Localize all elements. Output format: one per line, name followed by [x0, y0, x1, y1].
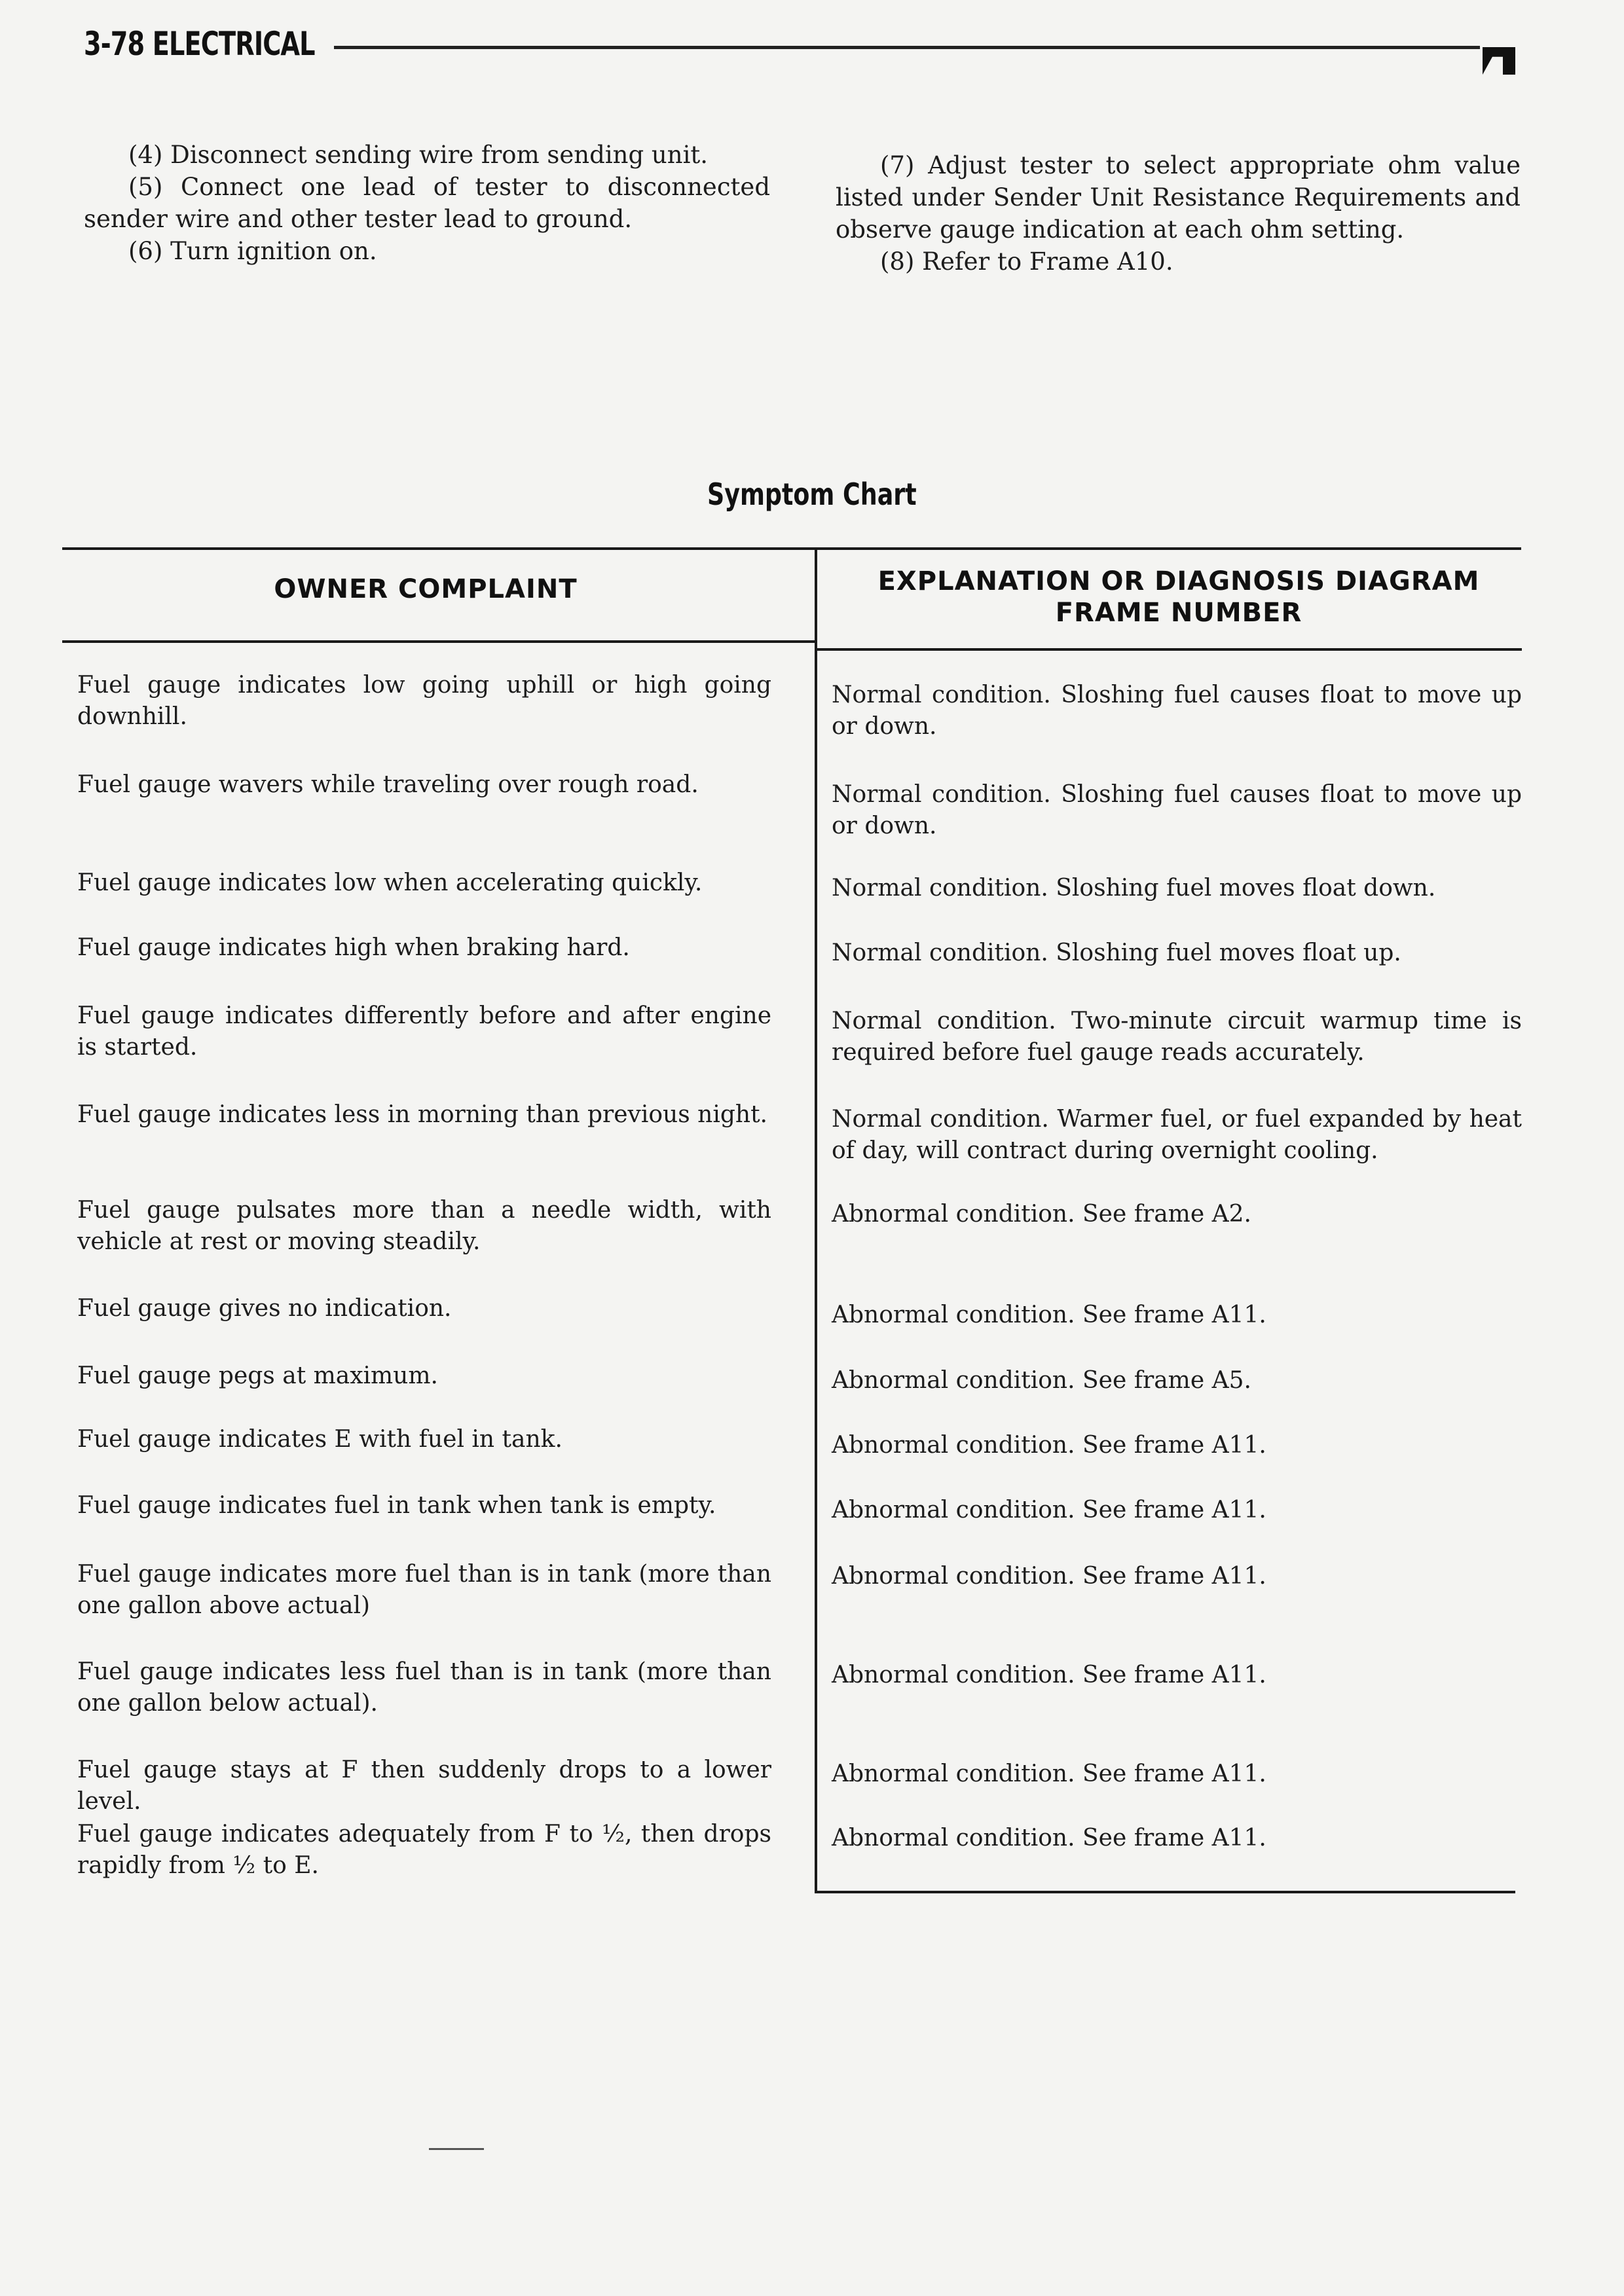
table-top-rule [62, 547, 1521, 550]
explanation-cell: Normal condition. Two-minute circuit warmup time is required before fuel gauge reads accurately. [832, 1008, 1522, 1066]
footer-mark [429, 2148, 484, 2150]
complaint-cell: Fuel gauge indicates less fuel than is in tank (more than one gallon below actual). [77, 1658, 771, 1717]
complaint-cell: Fuel gauge wavers while traveling over rough road. [77, 771, 699, 798]
complaint-cell: Fuel gauge gives no indication. [77, 1295, 452, 1322]
explanation-cell: Abnormal condition. See frame A11. [832, 1563, 1266, 1590]
page-header-title: 3-78 ELECTRICAL [84, 25, 315, 63]
complaint-cell: Fuel gauge indicates differently before and after engine is started. [77, 1002, 771, 1061]
complaint-cell: Fuel gauge indicates adequately from F to ½, then drops rapidly from ½ to E. [77, 1821, 771, 1879]
table-header-rule-left [62, 640, 815, 643]
explanation-cell: Abnormal condition. See frame A11. [832, 1497, 1266, 1523]
complaint-cell: Fuel gauge indicates E with fuel in tank. [77, 1426, 563, 1453]
explanation-cell: Normal condition. Warmer fuel, or fuel expanded by heat of day, will contract during overnight cooling. [832, 1106, 1522, 1164]
explanation-cell: Abnormal condition. See frame A2. [832, 1201, 1251, 1228]
chart-title: Symptom Chart [707, 477, 917, 512]
explanation-cell: Abnormal condition. See frame A11. [832, 1760, 1266, 1787]
step-5: (5) Connect one lead of tester to disconnected sender wire and other tester lead to ground. [84, 173, 770, 233]
steps-right [836, 149, 1521, 278]
table-column-divider [815, 549, 817, 1893]
explanation-cell: Abnormal condition. See frame A11. [832, 1662, 1266, 1688]
complaint-cell: Fuel gauge indicates more fuel than is in tank (more than one gallon above actual) [77, 1561, 771, 1619]
explanation-cell: Normal condition. Sloshing fuel causes float to move up or down. [832, 682, 1522, 740]
complaint-cell: Fuel gauge indicates fuel in tank when tank is empty. [77, 1492, 716, 1519]
table-header-rule-right [815, 648, 1522, 651]
step-7: (7) Adjust tester to select appropriate ohm value listed under Sender Unit Resistance Requirements and observe gauge indication at each ohm setting. [836, 151, 1521, 244]
column-header-explanation: EXPLANATION OR DIAGNOSIS DIAGRAM FRAME NUMBER [877, 566, 1480, 628]
explanation-cell: Normal condition. Sloshing fuel moves float up. [832, 939, 1401, 966]
complaint-cell: Fuel gauge pulsates more than a needle width, with vehicle at rest or moving steadily. [77, 1197, 771, 1255]
complaint-cell: Fuel gauge indicates low going uphill or high going downhill. [77, 672, 771, 730]
explanation-cell: Normal condition. Sloshing fuel causes float to move up or down. [832, 781, 1522, 839]
header-rule [334, 46, 1480, 49]
complaint-cell: Fuel gauge pegs at maximum. [77, 1362, 438, 1389]
step-8: (8) Refer to Frame A10. [880, 247, 1173, 276]
explanation-cell: Abnormal condition. See frame A11. [832, 1825, 1266, 1851]
complaint-cell: Fuel gauge indicates low when accelerating quickly. [77, 869, 703, 896]
complaint-cell: Fuel gauge indicates high when braking hard. [77, 934, 630, 961]
complaint-cell: Fuel gauge indicates less in morning than previous night. [77, 1101, 768, 1128]
explanation-cell: Normal condition. Sloshing fuel moves float down. [832, 875, 1436, 902]
column-header-owner-complaint: OWNER COMPLAINT [274, 574, 578, 604]
explanation-cell: Abnormal condition. See frame A11. [832, 1302, 1266, 1328]
step-6: (6) Turn ignition on. [128, 237, 377, 265]
table-bottom-rule [815, 1891, 1515, 1893]
step-4: (4) Disconnect sending wire from sending unit. [128, 141, 709, 169]
explanation-cell: Abnormal condition. See frame A11. [832, 1432, 1266, 1459]
complaint-cell: Fuel gauge stays at F then suddenly drops to a lower level. [77, 1757, 771, 1815]
explanation-cell: Abnormal condition. See frame A5. [832, 1367, 1251, 1394]
section-tab-mark [1483, 47, 1515, 75]
steps-left [84, 139, 770, 267]
